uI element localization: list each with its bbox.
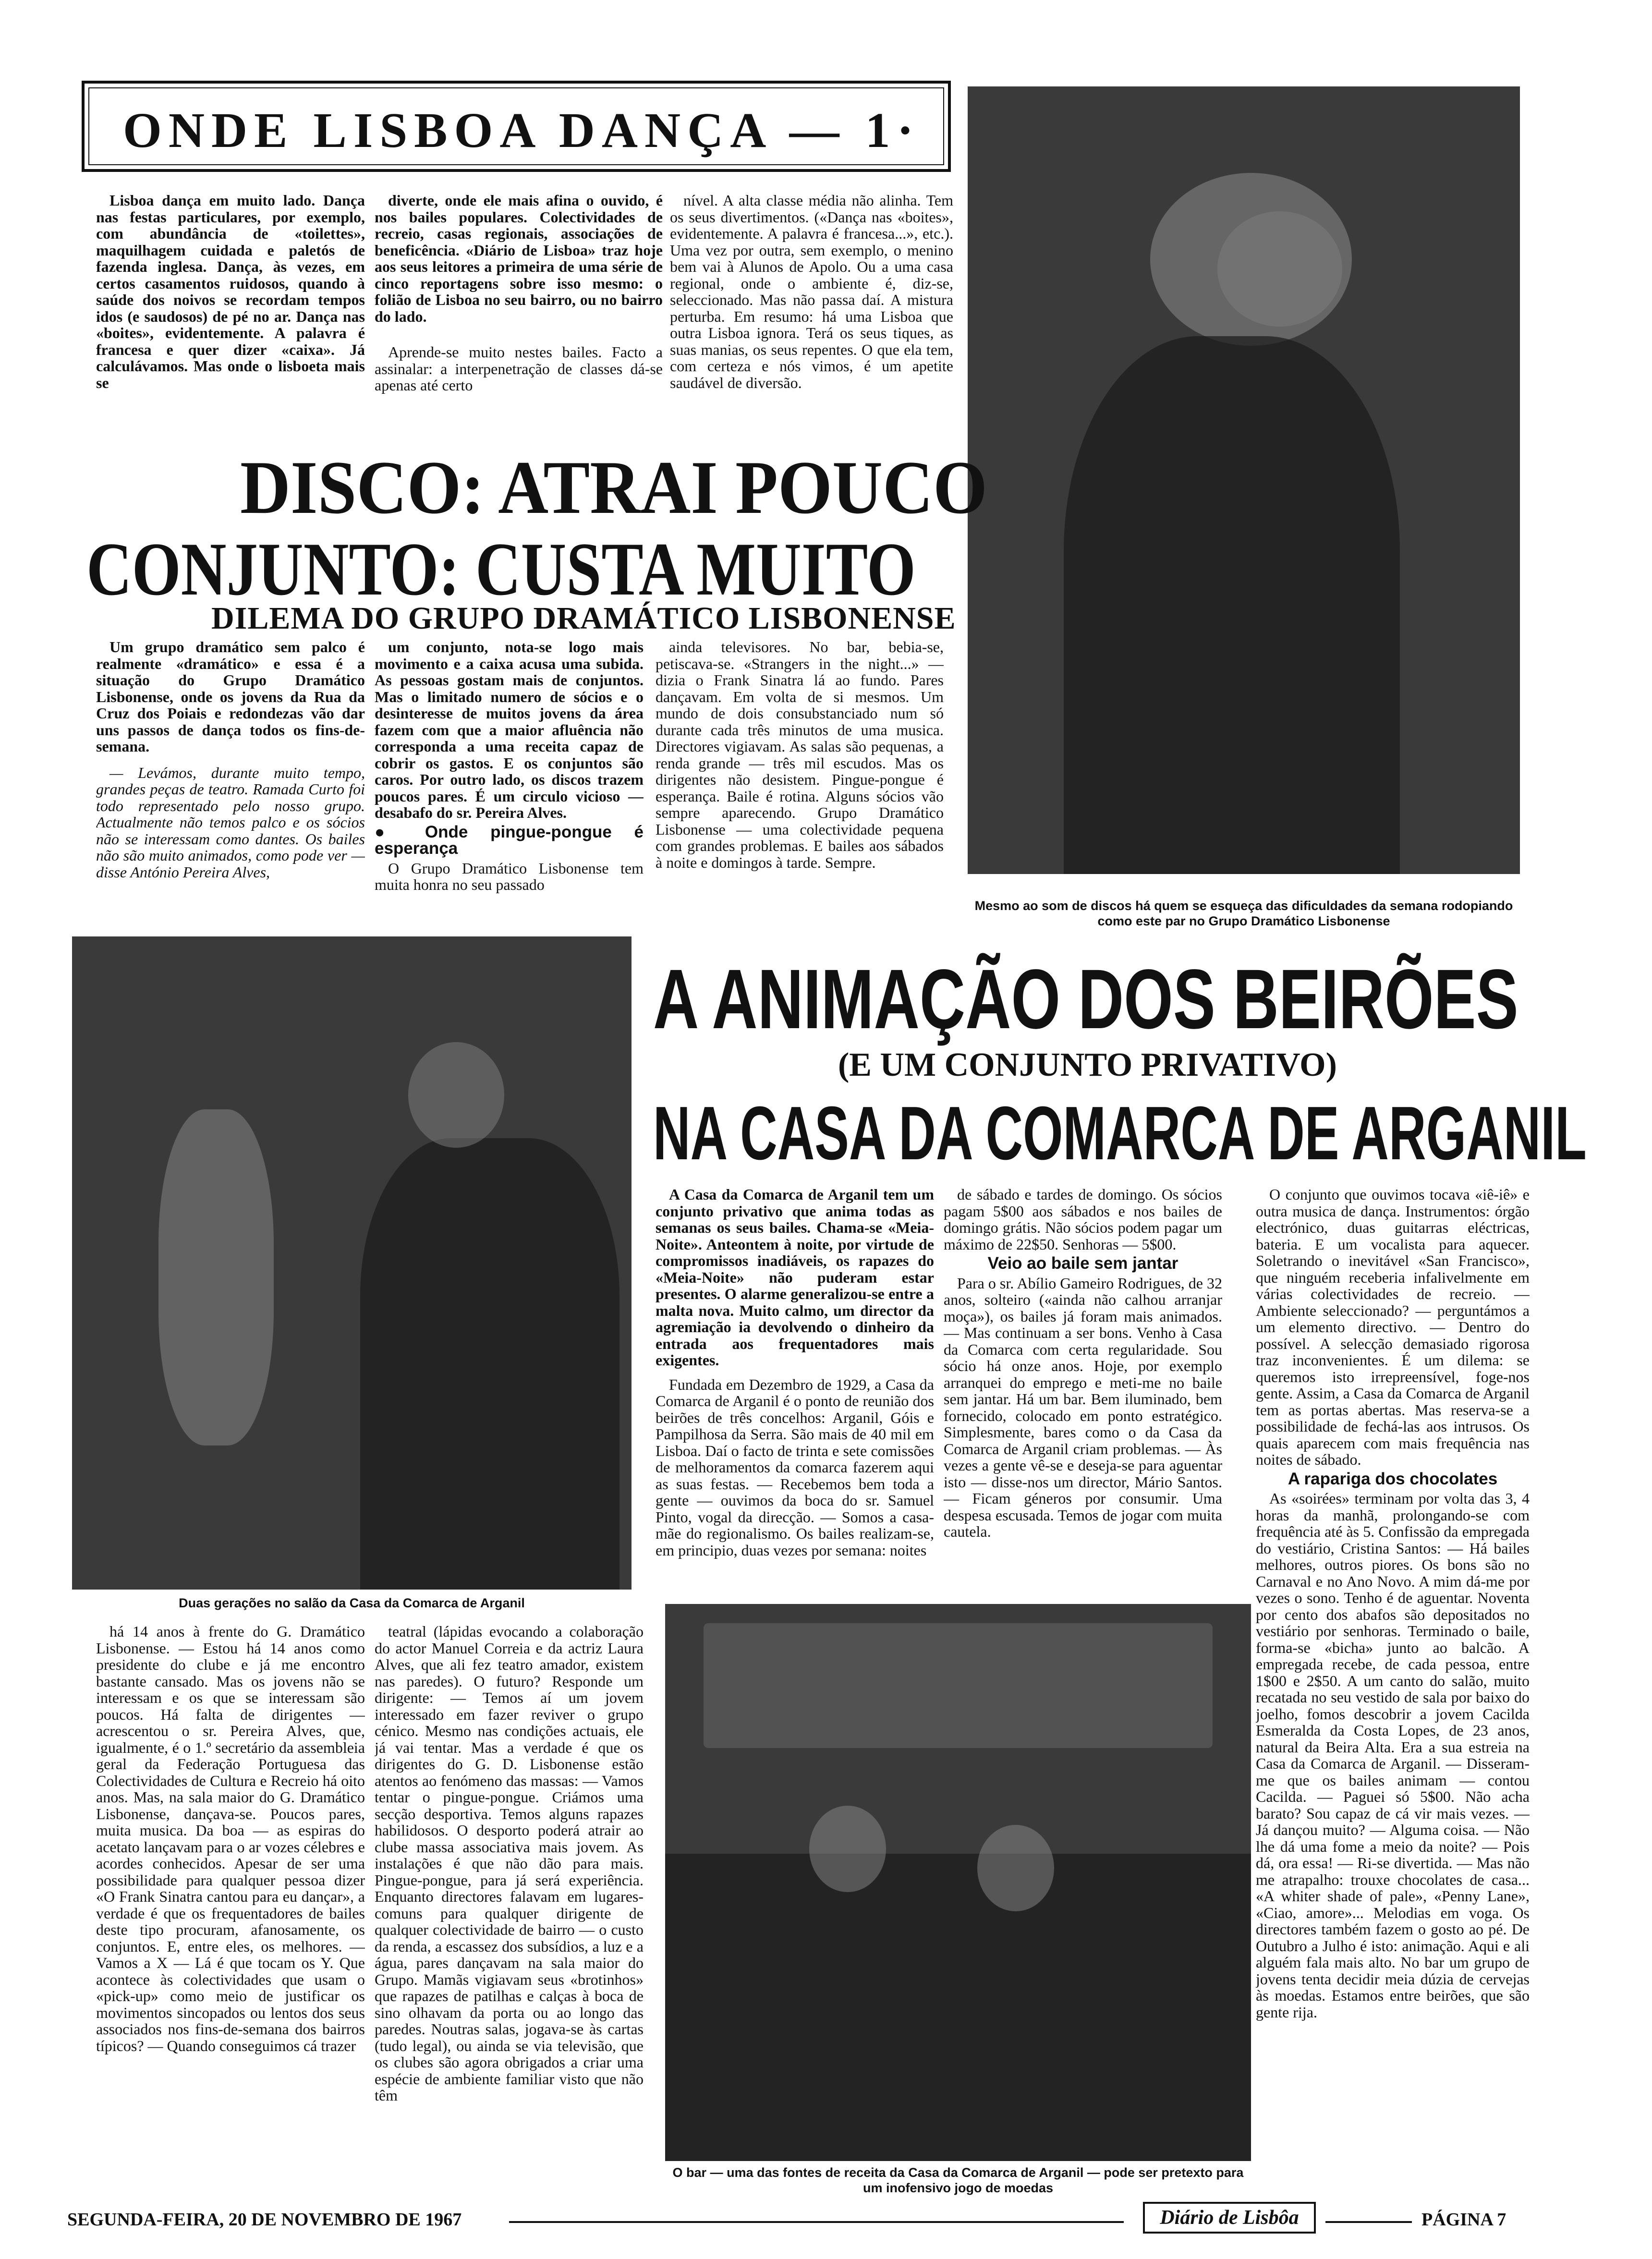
footer-rule-right — [1325, 2221, 1412, 2223]
section-title: ONDE LISBOA DANÇA — 1· — [123, 103, 921, 158]
story2-col-3 — [1256, 1186, 1530, 2185]
story2-subtitle-chocolates: A rapariga dos chocolates — [1288, 1469, 1498, 1488]
story2-text-3a: O conjunto que ouvimos tocava «iê-iê» e outra musica de dança. Instrumentos: órgão electrónico, duas guitarras eléctricas, bateria. E um vocalista para aquecer. Soletrando o inevitável «San Francisco», que ninguém receberia infalivelmente em várias colectividades de recreio. — Ambiente seleccionado? — perguntámos a um elemento directivo. — Dentro do possível. A selecção demasiado rigorosa traz inconvenientes. É um dilema: se queremos isto irrepreensível, foge-nos gente. Assim, a Casa da Comarca de Arganil tem as portas abertas. Mas reserva-se a possibilidade de fechá-las aos intrusos. Os quais aparecem com mais frequência nas noites de sábado. — [1256, 1186, 1530, 1468]
photo-dancing-couple — [968, 86, 1520, 874]
section-title-box — [82, 81, 951, 172]
story1-subhead: DILEMA DO GRUPO DRAMÁTICO LISBONENSE — [211, 601, 956, 636]
story2-col-1 — [656, 1186, 934, 1594]
story1-col-3 — [656, 639, 944, 932]
story2-headline-3: NA CASA DA COMARCA DE ARGANIL — [653, 1091, 1587, 1176]
intro-col-2 — [375, 192, 663, 442]
story2-subtitle-jantar: Veio ao baile sem jantar — [987, 1254, 1178, 1273]
story2-text-2b: Para o sr. Abílio Gameiro Rodrigues, de 32 anos, solteiro («ainda não calhou arranjar moça»), os bailes já foram mais animados. — Mas continuam a ser bons. Venho à Casa da Comarca com certa regularidade. Sou sócio há onze anos. Hoje, por exemplo arranquei do emprego e meti-me no baile sem jantar. Há um bar. Bem iluminado, bem fornecido, colocado em ponto estratégico. Simplesmente, bares como o da Casa da Comarca de Arganil criam problemas. — Às vezes a gente vê-se e deseja-se para aguentar isto — disse-nos um director, Mário Santos. — Ficam géneros por consumir. Uma despesa escusada. Temos de jogar com muita cautela. — [944, 1274, 1222, 1540]
story1-headline-2: CONJUNTO: CUSTA MUITO — [86, 527, 916, 611]
footer-rule-left — [509, 2221, 1124, 2223]
story1-text-bottom-1: há 14 anos à frente do G. Dramático Lisbonense. — Estou há 14 anos como presidente do clube e já me encontro bastante cansado. Mas os jovens não se interessam e os que se interessam são poucos. Há falta de dirigentes — acrescentou o sr. Pereira Alves, que, igualmente, é o 1.º secretário da assembleia geral da Federação Portuguesa das Colectividades de Cultura e Recreio há oito anos. Mas, na sala maior do G. Dramático Lisbonense, dançava-se. Poucos pares, muita musica. Da boa — as espiras do acetato lançavam para o ar vozes célebres e acordes conhecidos. Apesar de ser uma possibilidade para qualquer pessoa dizer «O Frank Sinatra cantou para eu dançar», a verdade é que os frequentadores de bailes deste tipo procuram, afanosamente, os conjuntos. E, entre eles, os melhores. — Vamos a X — Lá é que tocam os Y. Que acontece às colectividades que usam o «pick-up» como meio de justificar os movimentos sincopados ou lentos dos seus associados nos fins-de-semana dos bairros típicos? — Quando conseguimos cá trazer — [96, 1623, 365, 2054]
story1-text-1: — Levámos, durante muito tempo, grandes peças de teatro. Ramada Curto foi todo representado pelo nosso grupo. Actualmente não temos palco e os sócios não se interessam como dantes. Os bailes não são muito animados, como pode ver — disse António Pereira Alves, — [96, 764, 365, 881]
story2-lead: A Casa da Comarca de Arganil tem um conjunto privativo que anima todas as semanas os seus bailes. Chama-se «Meia-Noite». Anteontem à noite, por virtude de compromissos inadiáveis, os rapazes do «Meia-Noite» não puderam estar presentes. O alarme generalizou-se entre a malta nova. Muito calmo, um director da agremiação ia devolvendo o dinheiro da entrada aos frequentadores mais exigentes. — [656, 1186, 934, 1369]
photo-bar — [665, 1604, 1251, 2161]
story2-text-3b: As «soirées» terminam por volta das 3, 4 horas da manhã, prolongando-se com frequência até às 5. Confissão da empregada do vestiário, Cristina Santos: — Há bailes melhores, outros piores. Os bons são no Carnaval e no Ano Novo. A mim dá-me por vezes o sono. Tenho é de aguentar. Noventa por cento dos abafos são depositados no vestiário por senhoras. Terminado o baile, forma-se «bicha» junto ao balcão. A empregada recebe, de cada pessoa, entre 1$00 e 2$50. A um canto do salão, muito recatada no seu vestido de sala por baixo do joelho, fomos descobrir a jovem Cacilda Esmeralda da Costa Lopes, de 23 anos, natural da Beira Alta. Era a sua estreia na Casa da Comarca de Arganil. — Disseram-me que os bailes animam — contou Cacilda. — Paguei só 5$00. Não acha barato? Sou capaz de cá vir mais vezes. — Já dançou muito? — Alguma coisa. — Não lhe dá uma fome a meio da noite? — Pois dá, ora essa! — Ri-se divertida. — Mas não me atrapalho: trouxe chocolates de casa... «A whiter shade of pale», «Penny Lane», «Ciao, amore»... Melodias em voga. Os directores também fazem o gosto ao pé. De Outubro a Julho é isto: animação. Aqui e ali alguém fala mais alto. No bar um grupo de jovens tenta decidir meia dúzia de cervejas às moedas. Estamos entre beirões, que são gente rija. — [1256, 1490, 1530, 2021]
intro-text-3: nível. A alta classe média não alinha. Tem os seus divertimentos. («Dança nas «boites», evidentemente. A palavra é francesa...», etc.). Uma vez por outra, sem exemplo, o menino bem vai à Alunos de Apolo. Ou a uma casa regional, onde o ambiente é, diz-se, seleccionado. Mas não passa daí. A mistura perturba. Em resumo: há uma Lisboa que outra Lisboa ignora. Terá os seus tiques, as suas manias, os seus repentes. O que ela tem, com certeza e nós vimos, é um apetite saudável de diversão. — [670, 192, 953, 391]
intro-text-2b: Aprende-se muito nestes bailes. Facto a assinalar: a interpenetração de classes dá-se apenas até certo — [375, 343, 663, 394]
story1-text-bottom-2: teatral (lápidas evocando a colaboração do actor Manuel Correia e da actriz Laura Alves, que ali fez teatro amador, existem nas paredes). O futuro? Responde um dirigente: — Temos aí um jovem interessado em fazer reviver o grupo cénico. Mesmo nas condições actuais, ele já vai tentar. Mas a verdade é que os dirigentes do G. D. Lisbonense estão atentos ao fenómeno das massas: — Vamos tentar o pingue-pongue. Criámos uma secção desportiva. Temos alguns rapazes habilidosos. O desporto poderá atrair ao clube massa associativa mais jovem. As instalações é que não dão para mais. Pingue-pongue, para já será experiência. Enquanto directores falavam em lugares-comuns para qualquer dirigente de qualquer colectividade de bairro — o custo da renda, a escassez dos subsídios, a luz e a água, pares dançavam na sala maior do Grupo. Mamãs vigiavam seus «brotinhos» que rapazes de patilhas e calças à boca de sino olhavam da porta ou ao longo das paredes. Noutras salas, jogava-se às cartas (tudo legal), ou ainda se via televisão, que os clubes são agora obrigados a criar uma espécie de ambiente familiar visto que não têm — [375, 1623, 644, 2104]
caption-photo-left: Duas gerações no salão da Casa da Comarca de Arganil — [179, 1596, 525, 1610]
story2-text-1: Fundada em Dezembro de 1929, a Casa da Comarca de Arganil é o ponto de reunião dos beirões de três concelhos: Arganil, Góis e Pampilhosa da Serra. São mais de 40 mil em Lisboa. Daí o facto de trinta e sete comissões de melhoramentos da comarca fazerem aqui as suas festas. — Recebemos bem toda a gente — ouvimos da boca do sr. Samuel Pinto, vogal da direcção. — Somos a casa-mãe do regionalismo. Os bailes realizam-se, em principio, duas vezes por semana: noites — [656, 1375, 934, 1559]
footer-masthead: Diário de Lisbôa — [1143, 2202, 1316, 2234]
story1-col-1 — [96, 639, 365, 932]
intro-col-1 — [96, 192, 365, 442]
story2-text-2a: de sábado e tardes de domingo. Os sócios pagam 5$00 aos sábados e nos bailes de domingo grátis. Não sócios podem pagar um máximo de 22$50. Senhoras — 5$00. — [944, 1186, 1222, 1253]
story1-text-3: ainda televisores. No bar, bebia-se, petiscava-se. «Strangers in the night...» — dizia o Frank Sinatra lá ao fundo. Pares dançavam. Em volta de si mesmos. Um mundo de dois consubstanciado num só durante cada três minutos de uma musica. Directores vigiavam. As salas são pequenas, a renda grande — três mil escudos. Mas os dirigentes não desistem. Pingue-pongue é esperança. Baile é rotina. Alguns sócios vão sempre aparecendo. Grupo Dramático Lisbonense — uma colectividade pequena com grandes problemas. E bailes aos sábados à noite e domingos à tarde. Sempre. — [656, 639, 944, 871]
caption-photo-bottom: O bar — uma das fontes de receita da Casa da Comarca de Arganil — pode ser pretexto para um inofensivo jogo de moedas — [672, 2165, 1244, 2195]
story2-headline-1: A ANIMAÇÃO DOS BEIRÕES — [653, 952, 1518, 1046]
intro-col-3 — [670, 192, 953, 442]
story1-col-bottom-2 — [375, 1623, 644, 2175]
story1-subtitle-pingue: ● Onde pingue-pongue é esperança — [375, 822, 644, 858]
story1-text-2: um conjunto, nota-se logo mais movimento e a caixa acusa uma subida. As pessoas gostam mais de conjuntos. Mas o limitado numero de sócios e o desinteresse de muitos jovens da área fazem com que a maior afluência não corresponda a uma receita capaz de cobrir os gastos. E os conjuntos são caros. Por outro lado, os discos trazem poucos pares. É um circulo vicioso — desabafo do sr. Pereira Alves. — [375, 639, 644, 821]
story2-headline-2: (E UM CONJUNTO PRIVATIVO) — [838, 1046, 1337, 1083]
story1-headline-1: DISCO: ATRAI POUCO — [240, 446, 988, 530]
story1-col-2 — [375, 639, 644, 932]
footer-page: PÁGINA 7 — [1421, 2210, 1506, 2230]
story2-col-2 — [944, 1186, 1222, 1594]
footer-date: SEGUNDA-FEIRA, 20 DE NOVEMBRO DE 1967 — [67, 2210, 462, 2230]
story1-col-bottom-1 — [96, 1623, 365, 2175]
intro-text-1: Lisboa dança em muito lado. Dança nas festas particulares, por exemplo, com abundância de «toilettes», maquilhagem cuidada e paletós de fazenda inglesa. Dança, às vezes, em certos casamentos ruidosos, quando à saúde dos noivos se recordam tempos idos (e saudosos) de pé no ar. Dança nas «boites», evidentemente. A palavra é francesa e quer dizer «caixa». Já calculávamos. Mas onde o lisboeta mais se — [96, 192, 365, 391]
photo-two-generations — [72, 936, 632, 1590]
story1-text-2-tail: O Grupo Dramático Lisbonense tem muita honra no seu passado — [375, 859, 644, 893]
intro-text-2a: diverte, onde ele mais afina o ouvido, é nos bailes populares. Colectividades de recreio, casas regionais, associações de beneficência. «Diário de Lisboa» traz hoje aos seus leitores a primeira de uma série de cinco reportagens sobre isso mesmo: o folião de Lisboa no seu bairro, ou no bairro do lado. — [375, 192, 663, 325]
story1-lead: Um grupo dramático sem palco é realmente «dramático» e essa é a situação do Grupo Dramático Lisbonense, onde os jovens da Rua da Cruz dos Poiais e redondezas vão dar uns passos de dança todos os fins-de-semana. — [96, 639, 365, 755]
caption-photo-right: Mesmo ao som de discos há quem se esqueça das dificuldades da semana rodopiando como este par no Grupo Dramático Lisbonense — [974, 899, 1513, 928]
